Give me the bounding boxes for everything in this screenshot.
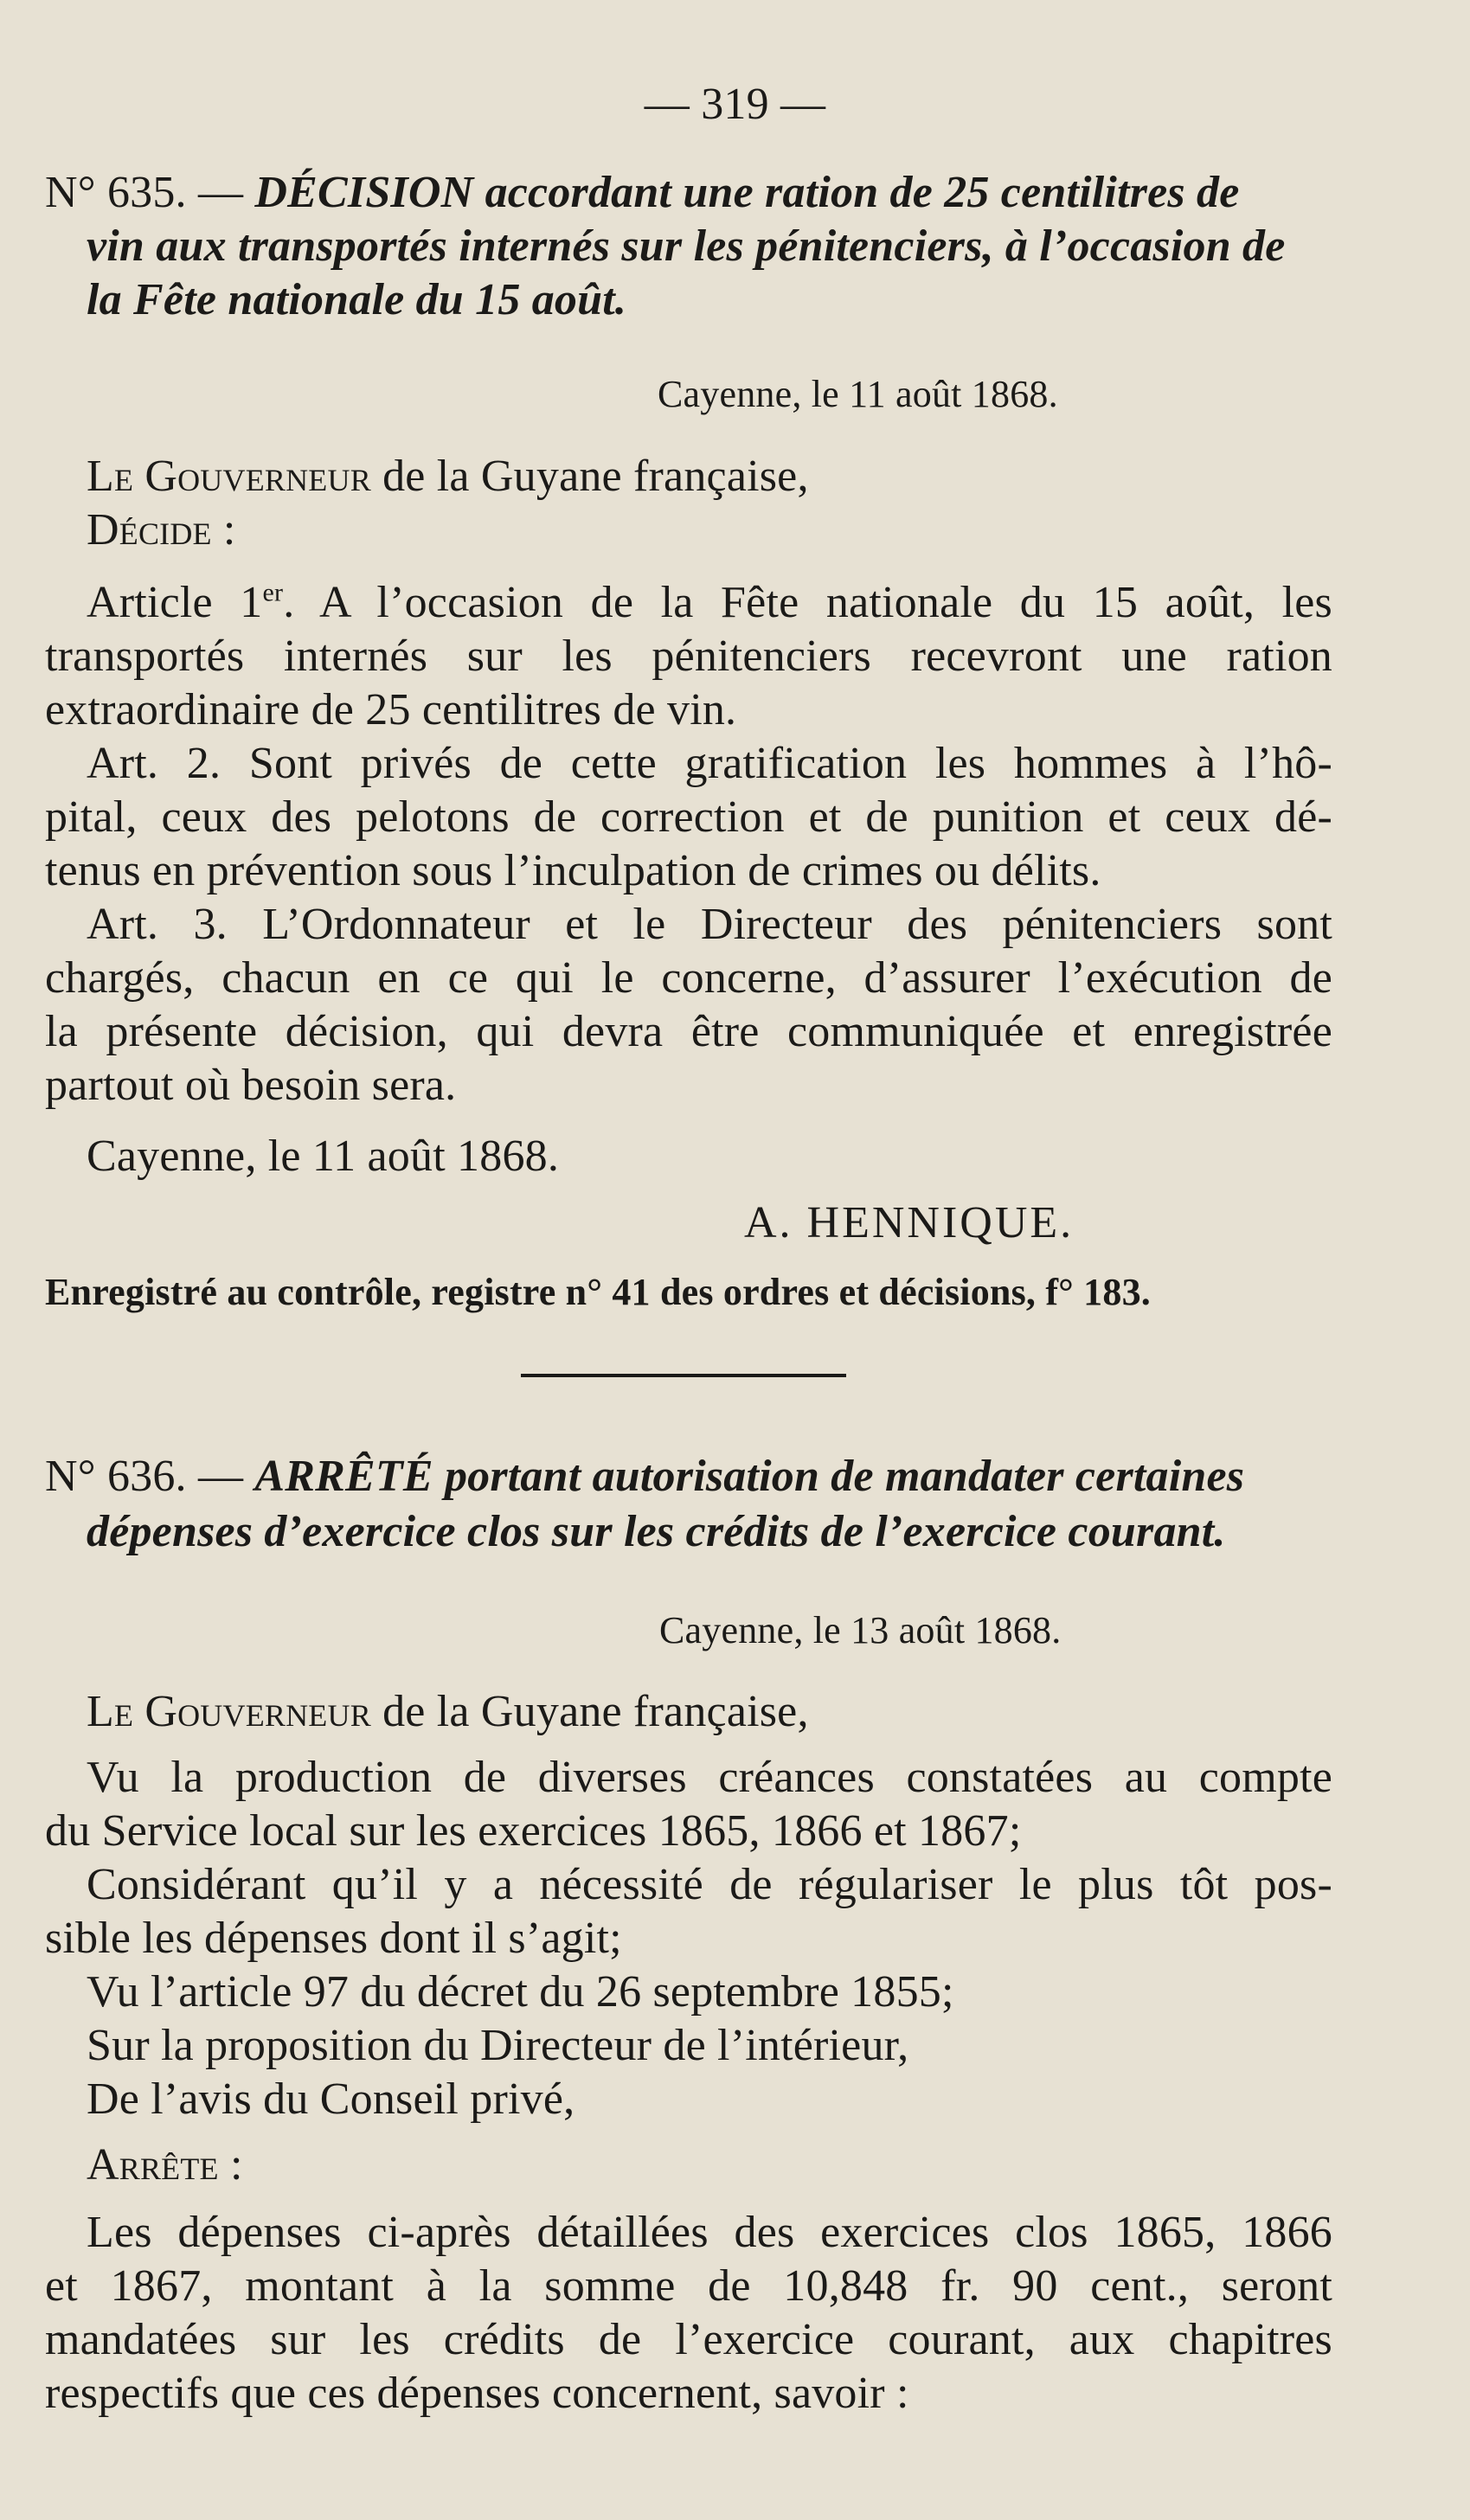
doc1-title-start: DÉCISION accordant une ration de 25 centilitres de	[254, 168, 1240, 217]
doc1-title-line-1	[45, 166, 1240, 220]
doc1-signature: A. HENNIQUE.	[744, 1198, 1075, 1247]
doc2-governor-rest: de la Guyane française,	[370, 1687, 809, 1736]
doc1-body-line: extraordinaire de 25 centilitres de vin.	[45, 685, 737, 734]
section-divider	[521, 1374, 846, 1377]
doc1-governor-rest: de la Guyane française,	[370, 452, 809, 501]
doc1-article-1	[87, 576, 1332, 630]
doc1-article-1-sup: er	[262, 578, 284, 607]
doc2-body-line: Considérant qu’il y a nécessité de régulariser le plus tôt pos-	[87, 1860, 1332, 1909]
doc2-body-line: Vu la production de diverses créances constatées au compte	[87, 1753, 1332, 1802]
doc2-final-line: Les dépenses ci-après détaillées des exercices clos 1865, 1866	[87, 2208, 1332, 2257]
doc1-closing-date: Cayenne, le 11 août 1868.	[87, 1132, 560, 1181]
doc2-body-line: De l’avis du Conseil privé,	[87, 2074, 575, 2124]
doc1-article-3: Art. 3. L’Ordonnateur et le Directeur des pénitenciers sont	[87, 900, 1332, 949]
doc1-title-line-2: vin aux transportés internés sur les pénitenciers, à l’occasion de	[87, 221, 1286, 271]
doc1-decides: Décide :	[87, 505, 236, 555]
page-number: — 319 —	[644, 80, 826, 129]
doc1-dateline: Cayenne, le 11 août 1868.	[658, 373, 1058, 415]
doc1-article-1-label: Article 1	[87, 578, 263, 627]
doc2-title-line-2: dépenses d’exercice clos sur les crédits de l’exercice courant.	[87, 1507, 1226, 1556]
doc1-number: N° 635. —	[45, 168, 244, 217]
doc1-body-line: pital, ceux des pelotons de correction et de punition et ceux dé-	[45, 792, 1332, 842]
doc2-body-line: sible les dépenses dont il s’agit;	[45, 1914, 622, 1963]
doc1-registration: Enregistré au contrôle, registre n° 41 des ordres et décisions, f° 183.	[45, 1271, 1151, 1313]
doc2-dateline: Cayenne, le 13 août 1868.	[659, 1609, 1062, 1651]
doc2-final-line: et 1867, montant à la somme de 10,848 fr. 90 cent., seront	[45, 2261, 1332, 2311]
doc1-article-1-rest: . A l’occasion de la Fête nationale du 15 août, les	[283, 578, 1332, 627]
doc2-number: N° 636. —	[45, 1452, 244, 1501]
doc1-body-line: partout où besoin sera.	[45, 1061, 457, 1110]
doc1-body-line: transportés internés sur les pénitenciers recevront une ration	[45, 632, 1332, 681]
doc2-final-line: mandatées sur les crédits de l’exercice courant, aux chapitres	[45, 2315, 1332, 2364]
doc2-body-line: du Service local sur les exercices 1865, 1866 et 1867;	[45, 1806, 1022, 1856]
doc1-title-line-3: la Fête nationale du 15 août.	[87, 275, 627, 324]
doc2-title-start: ARRÊTÉ portant autorisation de mandater certaines	[254, 1452, 1245, 1501]
doc2-final-line: respectifs que ces dépenses concernent, savoir :	[45, 2369, 909, 2418]
doc1-governor-label: Le Gouverneur	[87, 452, 371, 501]
doc1-article-2: Art. 2. Sont privés de cette gratification les hommes à l’hô-	[87, 739, 1332, 788]
doc2-governor	[87, 1685, 809, 1739]
doc1-body-line: la présente décision, qui devra être communiquée et enregistrée	[45, 1007, 1332, 1056]
doc2-title-line-1	[45, 1450, 1244, 1504]
doc2-governor-label: Le Gouverneur	[87, 1687, 371, 1736]
doc2-arrete: Arrête :	[87, 2140, 243, 2190]
doc2-body-line: Sur la proposition du Directeur de l’intérieur,	[87, 2021, 909, 2070]
doc1-body-line: chargés, chacun en ce qui le concerne, d’assurer l’exécution de	[45, 953, 1332, 1003]
doc2-body-line: Vu l’article 97 du décret du 26 septembre 1855;	[87, 1967, 954, 2017]
doc1-body-line: tenus en prévention sous l’inculpation de crimes ou délits.	[45, 846, 1101, 895]
doc1-governor	[87, 450, 809, 503]
